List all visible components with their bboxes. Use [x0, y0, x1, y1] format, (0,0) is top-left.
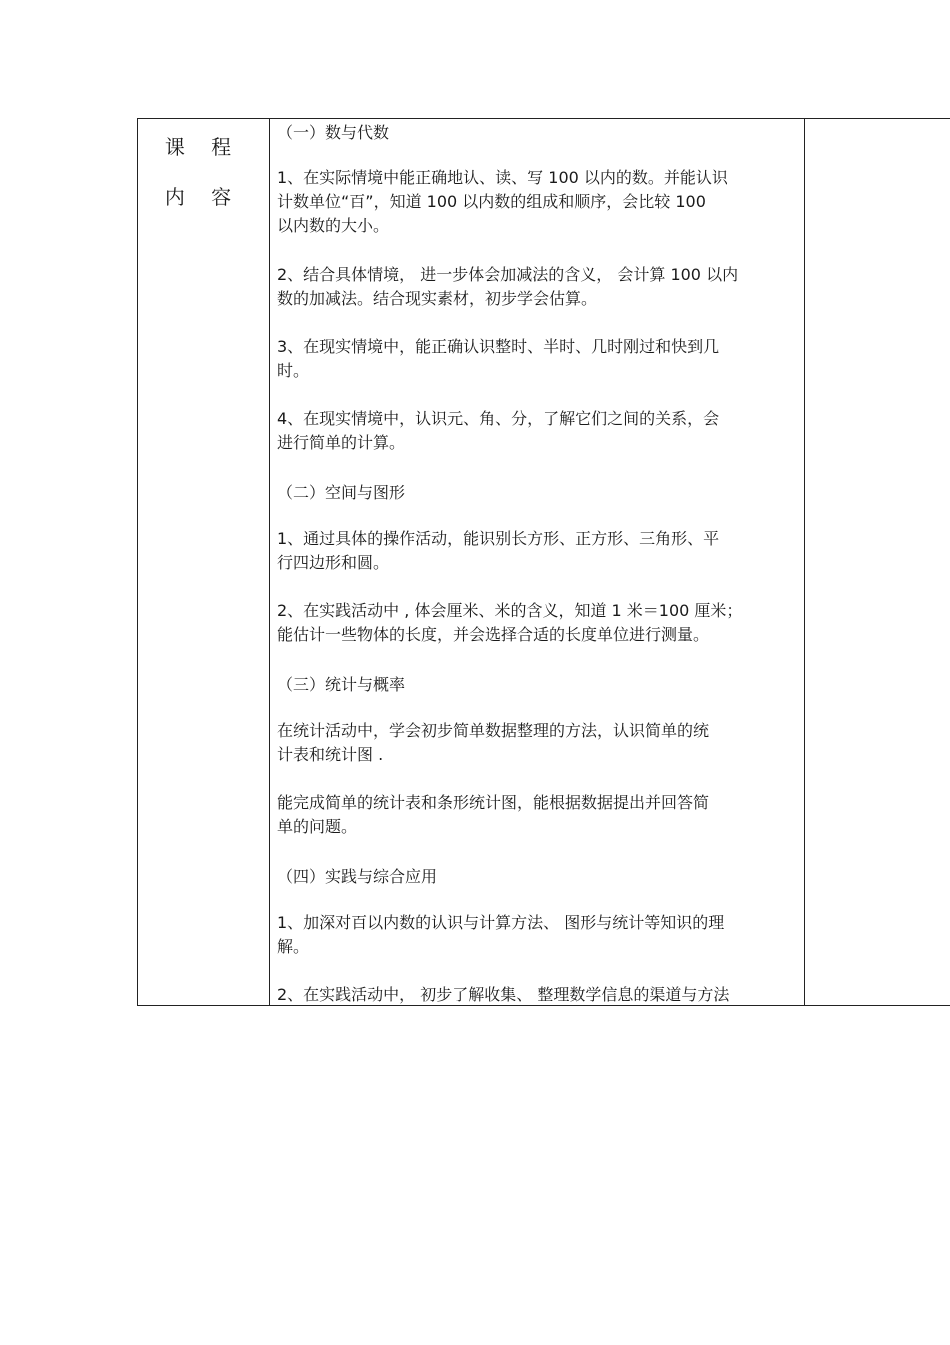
content-paragraph: 3、在现实情境中，能正确认识整时、半时、几时刚过和快到几 时。 [277, 337, 720, 380]
content-paragraph: 4、在现实情境中，认识元、角、分，了解它们之间的关系，会 进行简单的计算。 [277, 409, 720, 452]
content-paragraph: 2、在实践活动中 , 体会厘米、米的含义，知道 1 米＝100 厘米； 能估计一些物体的长度，并会选择合适的长度单位进行测量。 [277, 601, 743, 644]
content-paragraph: 能完成简单的统计表和条形统计图，能根据数据提出并回答简 单的问题。 [277, 793, 710, 836]
content-paragraph: 1、在实际情境中能正确地认、读、写 100 以内的数。并能认识 计数单位“百”，知道 100 以内数的组成和顺序，会比较 100 以内数的大小。 [277, 168, 728, 235]
section-heading-statistics: （三）统计与概率 [277, 675, 406, 694]
table-border-left [137, 119, 138, 1005]
table-column-divider-right [804, 119, 805, 1005]
row-label-line1: 课 程 [164, 135, 242, 159]
section-heading-number-algebra: （一）数与代数 [277, 123, 390, 142]
content-paragraph: 2、结合具体情境， 进一步体会加减法的含义， 会计算 100 以内 数的加减法。结合现实素材，初步学会估算。 [277, 265, 739, 308]
section-heading-space-shape: （二）空间与图形 [277, 483, 406, 502]
content-paragraph: 在统计活动中，学会初步简单数据整理的方法，认识简单的统 计表和统计图 . [277, 721, 710, 764]
content-paragraph: 1、通过具体的操作活动，能识别长方形、正方形、三角形、平 行四边形和圆。 [277, 529, 720, 572]
content-paragraph: 1、加深对百以内数的认识与计算方法、 图形与统计等知识的理 解。 [277, 913, 725, 956]
table-column-divider [269, 119, 270, 1005]
row-label-line2: 内 容 [164, 185, 242, 209]
section-heading-practice: （四）实践与综合应用 [277, 867, 438, 886]
content-paragraph: 2、在实践活动中， 初步了解收集、 整理数学信息的渠道与方法 [277, 985, 730, 1004]
curriculum-table [137, 118, 950, 1006]
